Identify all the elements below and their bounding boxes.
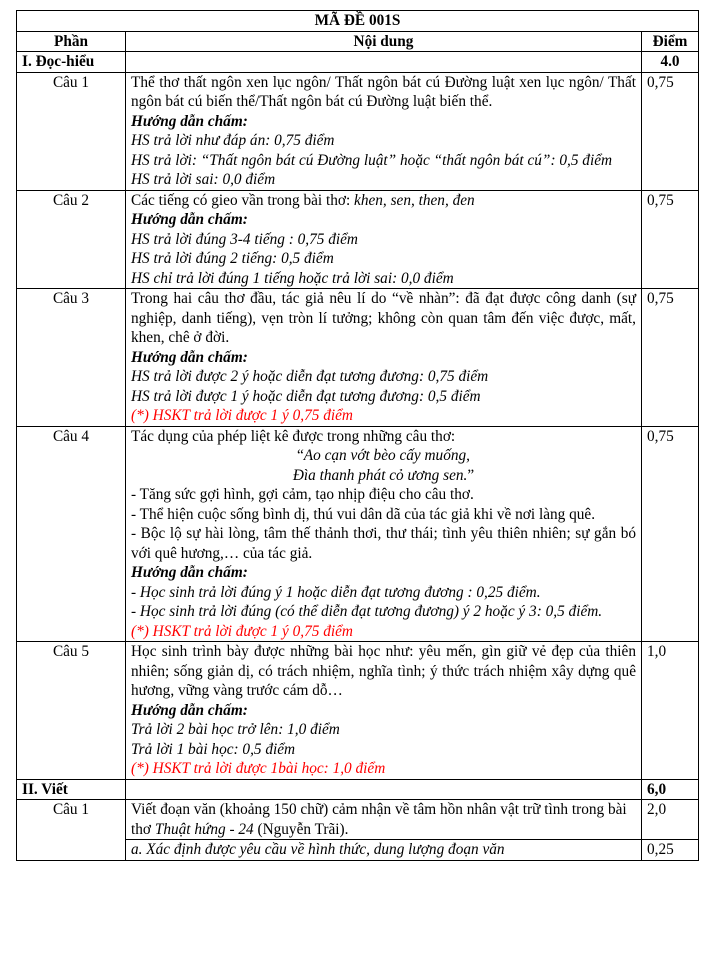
question-label: Câu 2 [17, 190, 126, 289]
section-empty-cell [126, 779, 642, 800]
title-row [17, 11, 699, 32]
answer-text [131, 191, 636, 211]
question-score: 0,75 [642, 72, 699, 190]
question-content [126, 426, 642, 642]
question-score: 1,0 [642, 642, 699, 780]
question-row-5 [17, 642, 699, 780]
question-row-1 [17, 72, 699, 190]
guide-line: HS trả lời được 2 ý hoặc diễn đạt tương đương: 0,75 điểm [131, 368, 489, 385]
section-label: II. Viết [17, 779, 126, 800]
guide-line: Trả lời 2 bài học trở lên: 1,0 điểm [131, 721, 340, 738]
question-content [126, 800, 642, 840]
col-header-content: Nội dung [126, 31, 642, 52]
answer-text: Trong hai câu thơ đầu, tác giả nêu lí do “về nhàn”: đã đạt được công danh (sự nghiệp, danh tiếng), vẹn tròn lí tưởng; không còn quan tâm đến việc được, mất, khen, chê ở đời. [131, 290, 636, 346]
question-label: Câu 4 [17, 426, 126, 642]
question-content [126, 190, 642, 289]
poem-line-2: Đìa thanh phát cỏ ương sen.” [292, 466, 475, 484]
question-label: Câu 5 [17, 642, 126, 780]
guide-title: Hướng dẫn chấm: [131, 701, 248, 719]
guide-line: - Học sinh trả lời đúng ý 1 hoặc diễn đạt tương đương : 0,25 điểm. [131, 583, 541, 601]
question-content [126, 289, 642, 427]
question-label: Câu 3 [17, 289, 126, 427]
answer-text: Học sinh trình bày được những bài học như: yêu mến, gìn giữ vẻ đẹp của thiên nhiên; sống giản dị, có trách nhiệm, nghĩa tình; ý thức trách nhiệm xây dựng quê hương, vững vàng trước cám dỗ… [131, 643, 636, 699]
question-label: Câu 1 [17, 800, 126, 861]
answer-point: - Bộc lộ sự hài lòng, tâm thế thảnh thơi, thư thái; tình yêu thiên nhiên; sự gắn bó với quê hương,… của tác giả. [131, 525, 636, 562]
question-score: 0,75 [642, 190, 699, 289]
guide-line: HS chỉ trả lời đúng 1 tiếng hoặc trả lời sai: 0,0 điểm [131, 269, 454, 287]
answer-point: - Tăng sức gợi hình, gợi cảm, tạo nhịp điệu cho câu thơ. [131, 486, 474, 503]
question-content [126, 72, 642, 190]
answer-point: - Thể hiện cuộc sống bình dị, thú vui dân dã của tác giả khi về nơi làng quê. [131, 505, 596, 523]
section-row-writing [17, 779, 699, 800]
question-content [126, 642, 642, 780]
guide-line: HS trả lời sai: 0,0 điểm [131, 171, 276, 188]
section-score: 6,0 [642, 779, 699, 800]
work-title: Thuật hứng - 24 [154, 820, 254, 838]
exam-code-title: MÃ ĐỀ 001S [17, 11, 699, 32]
answer-prefix: Các tiếng có gieo vần trong bài thơ: [131, 191, 355, 209]
section-empty-cell [126, 52, 642, 73]
guide-line: HS trả lời như đáp án: 0,75 điểm [131, 132, 335, 149]
writing-question-row-1 [17, 800, 699, 840]
guide-title: Hướng dẫn chấm: [131, 348, 248, 366]
rhyme-words: khen, sen, then, đen [354, 191, 475, 209]
poem-line-1: “Ao cạn vớt bèo cấy muống, [297, 447, 470, 464]
subitem-score: 0,25 [642, 840, 699, 861]
section-label: I. Đọc-hiểu [17, 52, 126, 73]
question-row-3 [17, 289, 699, 427]
guide-title: Hướng dẫn chấm: [131, 112, 248, 130]
guide-line: HS trả lời: “Thất ngôn bát cú Đường luật” hoặc “thất ngôn bát cú”: 0,5 điểm [131, 151, 613, 169]
question-row-2 [17, 190, 699, 289]
special-needs-note: (*) HSKT trả lời được 1 ý 0,75 điểm [131, 622, 353, 640]
guide-title: Hướng dẫn chấm: [131, 564, 248, 581]
question-score: 2,0 [642, 800, 699, 840]
guide-line: HS trả lời đúng 3-4 tiếng : 0,75 điểm [131, 230, 358, 248]
col-header-part: Phần [17, 31, 126, 52]
answer-suffix: (Nguyễn Trãi). [253, 820, 349, 838]
answer-text: Thể thơ thất ngôn xen lục ngôn/ Thất ngôn bát cú Đường luật xen lục ngôn/ Thất ngôn bát cú biến thể/Thất ngôn bát cú Đường luật biến thể. [131, 73, 636, 110]
subitem-text: a. Xác định được yêu cầu về hình thức, dung lượng đoạn văn [126, 840, 642, 861]
guide-title: Hướng dẫn chấm: [131, 211, 248, 228]
answer-intro: Tác dụng của phép liệt kê được trong những câu thơ: [131, 427, 456, 445]
header-row [17, 31, 699, 52]
question-row-4 [17, 426, 699, 642]
special-needs-note: (*) HSKT trả lời được 1bài học: 1,0 điểm [131, 760, 386, 777]
col-header-score: Điểm [642, 31, 699, 52]
section-score: 4.0 [642, 52, 699, 73]
question-score: 0,75 [642, 426, 699, 642]
guide-line: HS trả lời được 1 ý hoặc diễn đạt tương đương: 0,5 điểm [131, 387, 481, 405]
guide-line: - Học sinh trả lời đúng (có thể diễn đạt tương đương) ý 2 hoặc ý 3: 0,5 điểm. [131, 603, 603, 620]
guide-line: Trả lời 1 bài học: 0,5 điểm [131, 740, 296, 758]
section-row-reading [17, 52, 699, 73]
special-needs-note: (*) HSKT trả lời được 1 ý 0,75 điểm [131, 407, 353, 424]
question-score: 0,75 [642, 289, 699, 427]
answer-prefix: Viết đoạn văn (khoảng 150 chữ) cảm nhận về tâm hồn nhân vật trữ tình trong bài thơ [131, 801, 627, 838]
guide-line: HS trả lời đúng 2 tiếng: 0,5 điểm [131, 250, 334, 267]
question-label: Câu 1 [17, 72, 126, 190]
scoring-table [16, 10, 699, 861]
